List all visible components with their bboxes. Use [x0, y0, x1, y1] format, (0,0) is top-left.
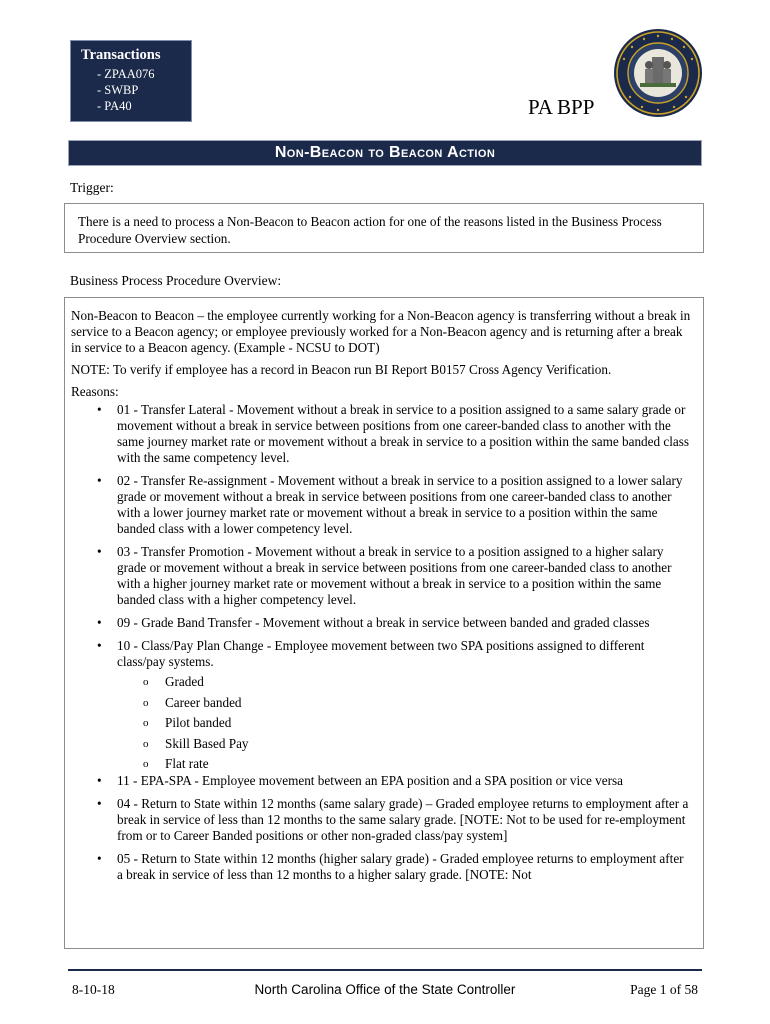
- note-label: NOTE:: [71, 362, 110, 377]
- transactions-list: [81, 66, 191, 114]
- reason-name: Grade Band Transfer: [141, 615, 252, 630]
- bullet-icon: •: [97, 544, 102, 559]
- trigger-box: [64, 203, 704, 253]
- reason-name: Return to State within 12 months (same salary grade): [141, 795, 423, 811]
- sub-item-label: Career banded: [165, 694, 242, 710]
- sub-bullet-icon: o: [143, 737, 149, 750]
- trigger-text: There is a need to process a Non-Beacon to Beacon action for one of the reasons listed in the Business Process Procedure Overview section.: [78, 214, 662, 246]
- sub-bullet-icon: o: [143, 696, 149, 709]
- intro-term: Non-Beacon to Beacon: [71, 308, 195, 323]
- reason-code: 11 -: [117, 772, 141, 788]
- title-bar: [68, 140, 702, 166]
- state-controller-seal-icon: [612, 27, 704, 119]
- bullet-icon: •: [97, 638, 102, 653]
- reason-name: Transfer Re-assignment: [140, 473, 267, 488]
- class-pay-system-list: [117, 672, 691, 775]
- document-code: PA BPP: [528, 95, 595, 119]
- intro-paragraph: [71, 308, 691, 356]
- sub-list-item: [117, 693, 691, 714]
- reason-code: 10 -: [117, 638, 142, 653]
- sub-list-item: [117, 672, 691, 693]
- transactions-box: [70, 40, 192, 122]
- page-number: Page 1 of 58: [630, 982, 698, 997]
- sub-bullet-icon: o: [143, 758, 149, 770]
- reasons-list: [71, 402, 691, 883]
- overview-label: Business Process Procedure Overview:: [70, 273, 282, 288]
- sub-item-label: Graded: [165, 674, 204, 689]
- reasons-label: Reasons:: [71, 384, 119, 399]
- reason-text: - Movement without a break in service to a position assigned to a lower salary grade or movement without a break in service between positions from one career-banded class to another with a lower journey market rate or movement without a break in service to a position within the same banded class with a lower competency level.: [117, 473, 683, 536]
- overview-box: [64, 297, 704, 949]
- bullet-icon: •: [97, 772, 102, 788]
- list-item: [71, 544, 691, 608]
- footer-date: 8-10-18: [72, 982, 115, 997]
- bullet-icon: •: [97, 795, 102, 811]
- transaction-item: - SWBP: [97, 83, 139, 97]
- reason-text: - Movement without a break in service between banded and graded classes: [251, 615, 650, 630]
- reason-name: Transfer Lateral: [140, 402, 226, 417]
- list-item: [71, 773, 691, 789]
- list-item: [71, 796, 691, 844]
- footer-organization: North Carolina Office of the State Controller: [254, 982, 516, 997]
- sub-item-label: Flat rate: [165, 756, 209, 771]
- reason-text: – Graded employee returns to employment after a break in service of less than 12 months to the same salary grade. [NOTE: Not to be used for re-employment from or to Career Banded positions or other non-graded class/pay system]: [117, 795, 689, 843]
- reason-text: - Graded employee returns to employment after a break in service of less than 12 months to a higher salary grade. [NOTE: Not: [117, 850, 684, 882]
- footer-divider: [68, 969, 702, 971]
- reason-name: EPA-SPA: [140, 772, 192, 788]
- reason-code: 02 -: [117, 473, 141, 488]
- reason-name: Transfer Promotion: [140, 544, 245, 559]
- reason-code: 04 -: [117, 795, 142, 811]
- reason-code: 03 -: [117, 544, 141, 559]
- reason-code: 09 -: [117, 615, 142, 630]
- list-item: [71, 615, 691, 631]
- sub-item-label: Pilot banded: [165, 715, 232, 730]
- reason-name: Return to State within 12 months (higher salary grade): [141, 850, 430, 866]
- sub-list-item: [117, 734, 691, 755]
- sub-bullet-icon: o: [143, 717, 149, 729]
- reason-name: Class/Pay Plan Change: [141, 638, 264, 653]
- bullet-icon: •: [97, 850, 102, 866]
- transaction-item: - PA40: [97, 99, 132, 113]
- note-text: To verify if employee has a record in Beacon run BI Report B0157 Cross Agency Verification.: [109, 362, 612, 377]
- page-title: Non-Beacon to Beacon Action: [274, 144, 496, 161]
- reason-code: 01 -: [117, 402, 141, 417]
- sub-list-item: [117, 754, 691, 775]
- list-item: [71, 473, 691, 537]
- sub-list-item: [117, 713, 691, 734]
- bullet-icon: •: [97, 473, 102, 488]
- transactions-title: Transactions: [81, 47, 161, 63]
- reason-text: - Movement without a break in service to a position assigned to a higher salary grade or movement without a break in service between positions from one career-banded class to another with a higher journey market rate or movement without a break in service to a position within the same banded class with a higher competency level.: [117, 544, 672, 607]
- bullet-icon: •: [97, 615, 102, 630]
- sub-bullet-icon: o: [143, 676, 149, 688]
- trigger-label: Trigger:: [70, 180, 114, 195]
- list-item: [71, 638, 691, 775]
- reason-text: - Employee movement between an EPA position and a SPA position or vice versa: [191, 772, 623, 788]
- note-paragraph: [71, 362, 691, 378]
- reason-text: - Movement without a break in service to a position assigned to a same salary grade or movement without a break in service between positions from one career-banded class to another with the same journey market rate or movement without a break in service to a position within the same banded class with the same competency level.: [117, 402, 690, 465]
- bullet-icon: •: [97, 402, 102, 417]
- reason-code: 05 -: [117, 850, 142, 866]
- sub-item-label: Skill Based Pay: [165, 735, 249, 751]
- transaction-item: - ZPAA076: [97, 67, 155, 81]
- reason-text: - Employee movement between two SPA positions assigned to different class/pay systems.: [117, 638, 645, 669]
- list-item: [71, 851, 691, 883]
- intro-text: – the employee currently working for a Non-Beacon agency is transferring without a break in service to a Beacon agency; or employee previously worked for a Non-Beacon agency and is returning after a break in service to a Beacon agency. (Example - NCSU to DOT): [71, 308, 691, 355]
- list-item: [71, 402, 691, 466]
